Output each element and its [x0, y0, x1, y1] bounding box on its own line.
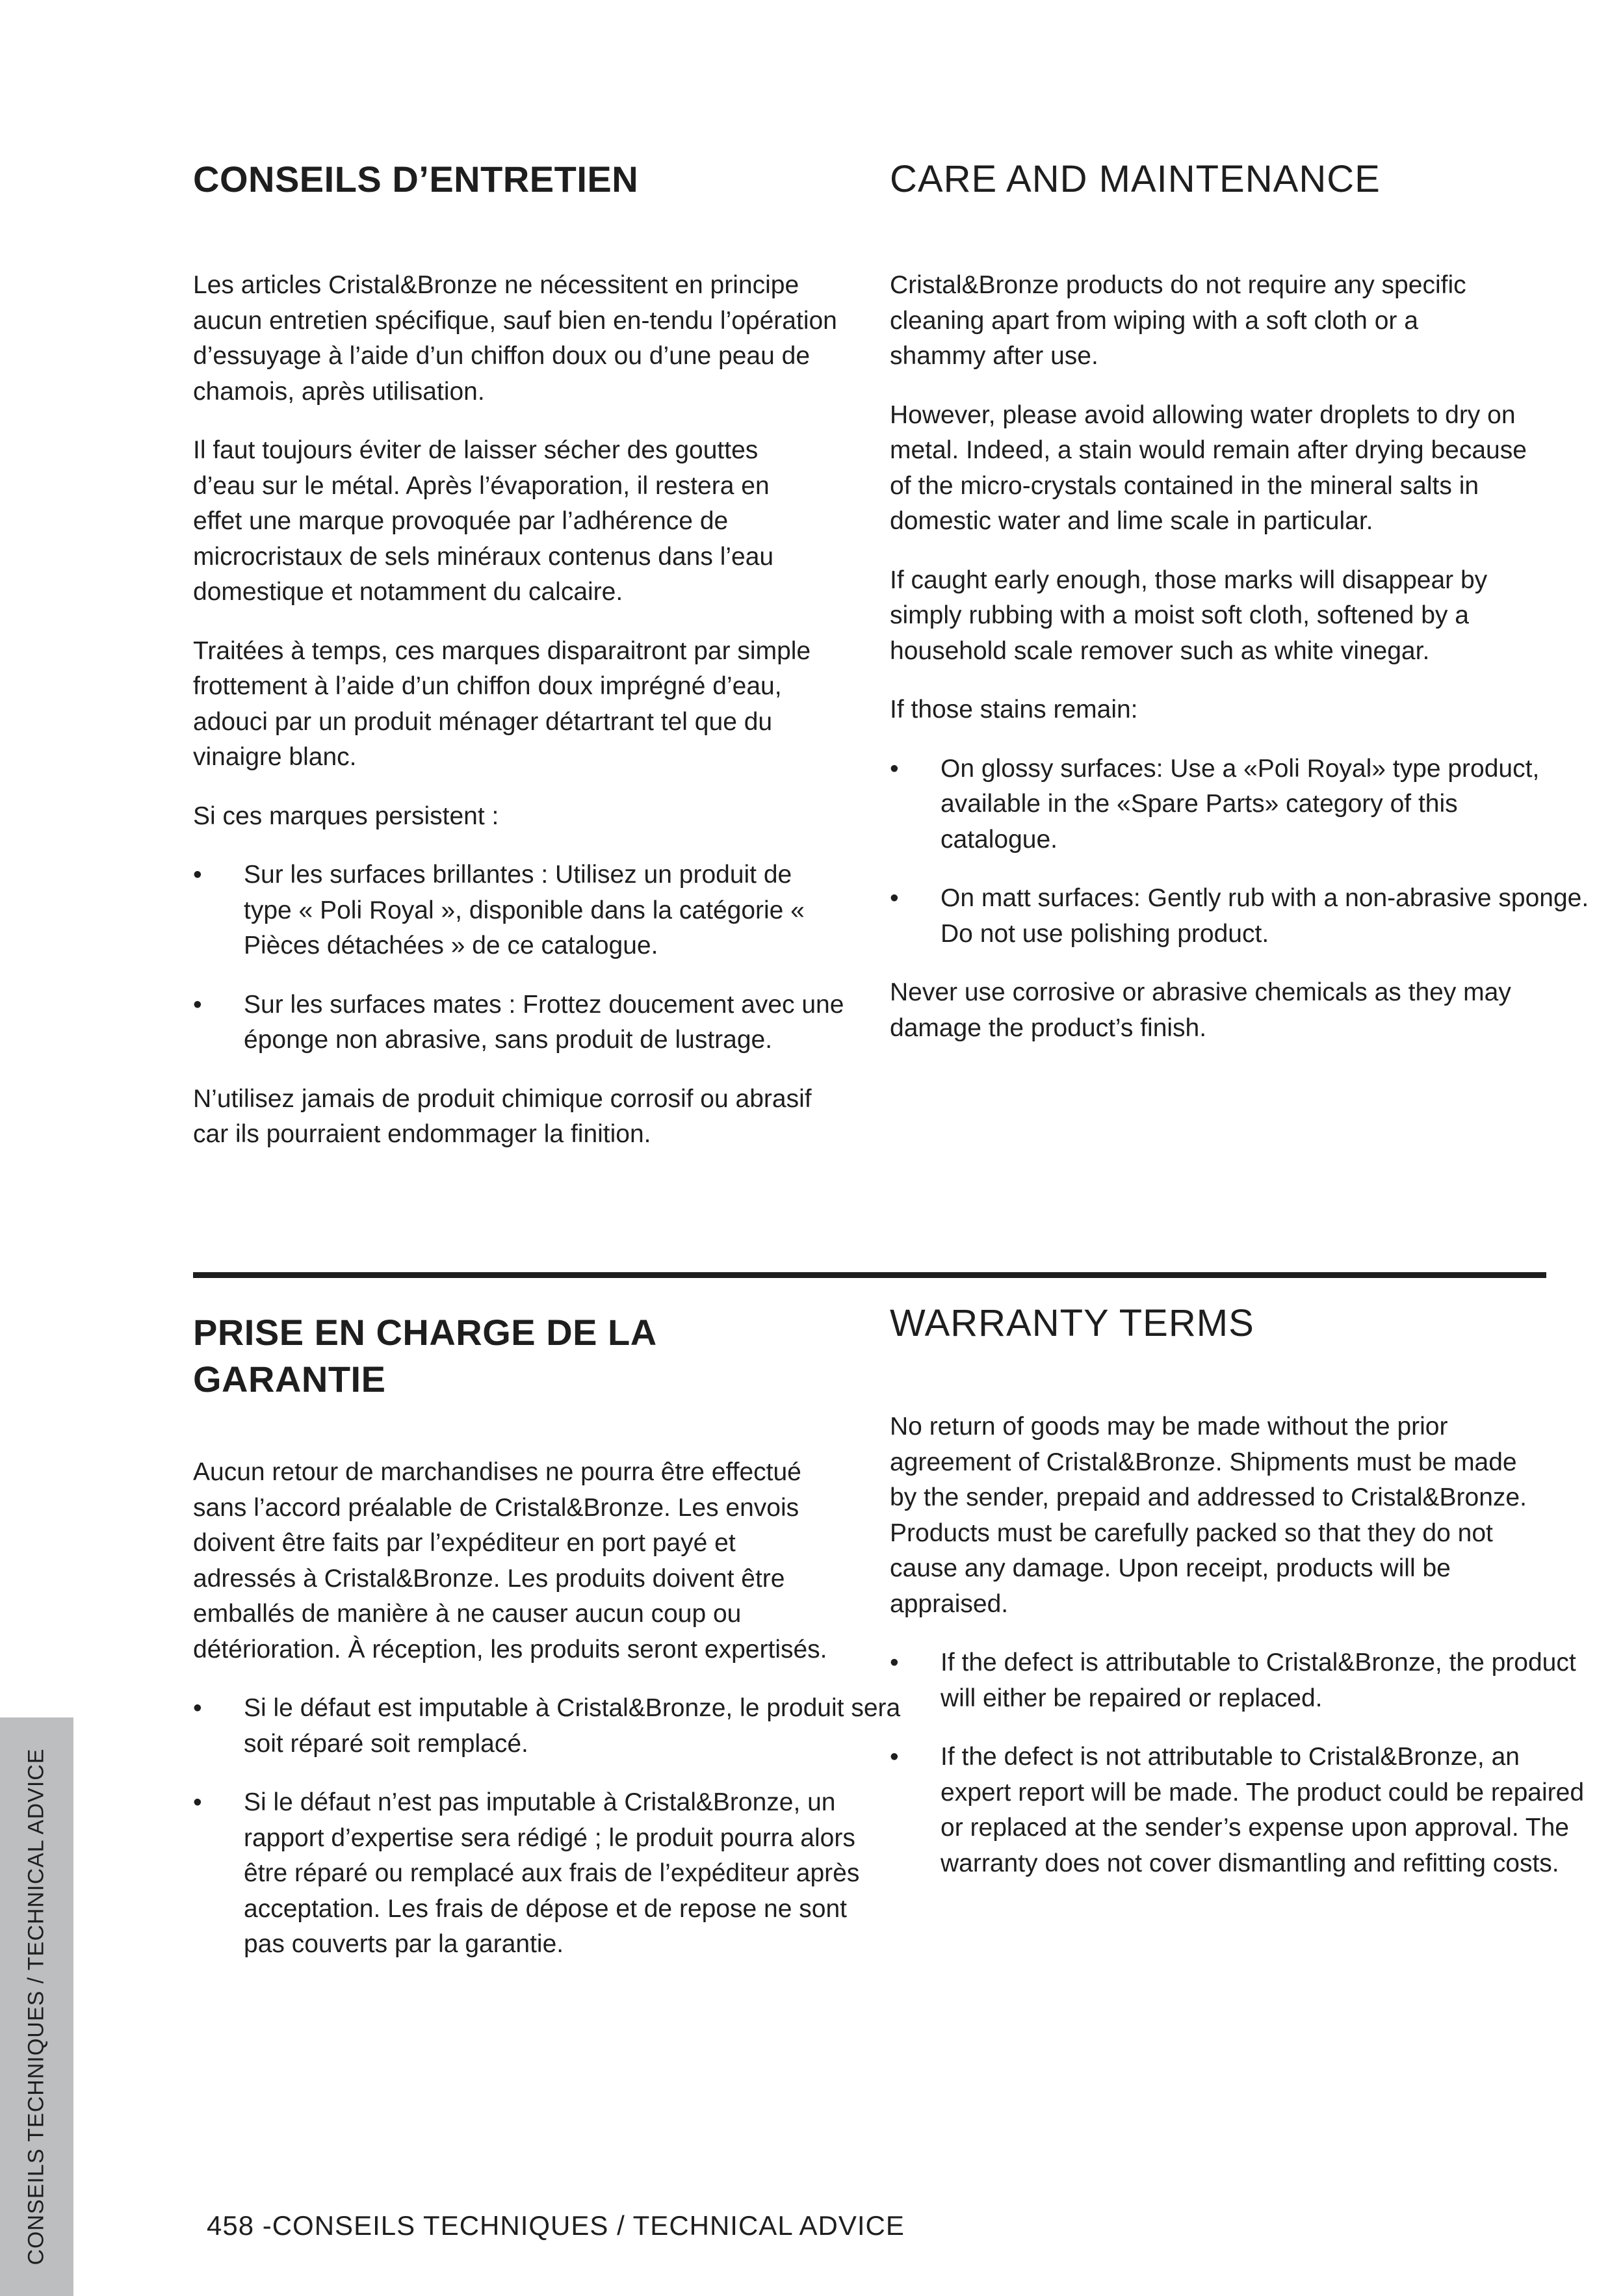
bullet-icon: •	[890, 884, 899, 912]
warranty-title-fr	[193, 1309, 856, 1403]
care-paragraph-en: If those stains remain:	[890, 696, 1138, 724]
care-bullet-list-fr	[193, 857, 856, 1058]
list-item	[193, 857, 832, 964]
bullet-icon: •	[890, 1649, 899, 1676]
list-item-text: Sur les surfaces mates : Frottez doucement avec une éponge non abrasive, sans produit de lustrage.	[244, 990, 844, 1054]
list-item	[193, 1691, 920, 1762]
chapter-side-tab-label: CONSEILS TECHNIQUES / TECHNICAL ADVICE	[23, 1748, 49, 2265]
care-closing-fr: N’utilisez jamais de produit chimique corrosif ou abrasif car ils pourraient endommager la finition.	[193, 1084, 812, 1148]
list-item	[890, 1740, 1591, 1881]
care-section-en	[890, 156, 1589, 1069]
list-item	[193, 987, 855, 1058]
warranty-bullet-list-fr	[193, 1691, 901, 1963]
care-paragraph-fr: Si ces marques persistent :	[193, 802, 499, 830]
care-paragraph-fr: Il faut toujours éviter de laisser sécher des gouttes d’eau sur le métal. Après l’évaporation, il restera en effet une marque provoquée par l’adhérence de microcristaux de sels minéraux contenus dans l’eau domestique et notamment du calcaire.	[193, 436, 774, 606]
bullet-icon: •	[193, 1788, 202, 1816]
list-item-text: On glossy surfaces: Use a «Poli Royal» type product, available in the «Spare Parts» category of this catalogue.	[941, 754, 1540, 854]
warranty-section-en	[890, 1300, 1585, 1905]
bullet-icon: •	[193, 1694, 202, 1722]
care-section-fr	[193, 156, 856, 1176]
page-footer: 458 -CONSEILS TECHNIQUES / TECHNICAL ADVICE	[207, 2210, 905, 2241]
list-item-text: Si le défaut n’est pas imputable à Cristal&Bronze, un rapport d’expertise sera rédigé ; le produit pourra alors être réparé ou remplacé aux frais de l’expéditeur après acceptation. Les frais de dépose et de repose ne sont pas couverts par la garantie.	[244, 1788, 860, 1958]
list-item	[193, 1785, 877, 1963]
care-closing-en: Never use corrosive or abrasive chemicals as they may damage the product’s finish.	[890, 978, 1511, 1042]
warranty-title-fr-line2: GARANTIE	[193, 1359, 386, 1400]
warranty-title-en: WARRANTY TERMS	[890, 1302, 1254, 1344]
chapter-side-tab	[0, 1717, 73, 2296]
care-paragraph-en: However, please avoid allowing water droplets to dry on metal. Indeed, a stain would remain after drying because of the micro-crystals contained in the mineral salts in domestic water and lime scale in particular.	[890, 400, 1527, 535]
care-paragraph-en: Cristal&Bronze products do not require any specific cleaning apart from wiping with a soft cloth or a shammy after use.	[890, 271, 1466, 370]
warranty-title-fr-line1: PRISE EN CHARGE DE LA	[193, 1312, 657, 1353]
bullet-icon: •	[890, 1743, 899, 1771]
list-item-text: If the defect is not attributable to Cristal&Bronze, an expert report will be made. The product could be repaired or replaced at the sender’s expense upon approval. The warranty does not cover dismantling and refitting costs.	[941, 1743, 1585, 1877]
list-item-text: Sur les surfaces brillantes : Utilisez un produit de type « Poli Royal », disponible dans la catégorie « Pièces détachées » de ce catalogue.	[244, 861, 805, 959]
list-item-text: On matt surfaces: Gently rub with a non-abrasive sponge. Do not use polishing product.	[941, 884, 1589, 948]
warranty-body-fr	[193, 1455, 901, 1963]
warranty-paragraph-fr: Aucun retour de marchandises ne pourra être effectué sans l’accord préalable de Cristal&Bronze. Les envois doivent être faits par l’expéditeur en port payé et adressés à Cristal&Bronze. Les produits doivent être emballés de manière à ne causer aucun coup ou détérioration. À réception, les produits seront expertisés.	[193, 1458, 827, 1663]
care-title-en: CARE AND MAINTENANCE	[890, 158, 1381, 200]
list-item	[890, 751, 1548, 858]
list-item-text: Si le défaut est imputable à Cristal&Bronze, le produit sera soit réparé soit remplacé.	[244, 1694, 901, 1758]
section-divider	[193, 1272, 1546, 1278]
care-bullet-list-en	[890, 751, 1589, 952]
list-item	[890, 881, 1597, 952]
care-body-fr	[193, 268, 856, 1153]
list-item-text: If the defect is attributable to Cristal&Bronze, the product will either be repaired or replaced.	[941, 1649, 1576, 1712]
care-paragraph-fr: Les articles Cristal&Bronze ne nécessitent en principe aucun entretien spécifique, sauf bien en-tendu l’opération d’essuyage à l’aide d’un chiffon doux ou d’une peau de chamois, après utilisation.	[193, 271, 837, 406]
bullet-icon: •	[193, 861, 202, 889]
care-paragraph-fr: Traitées à temps, ces marques disparaitront par simple frottement à l’aide d’un chiffon doux imprégné d’eau, adouci par un produit ménager détartrant tel que du vinaigre blanc.	[193, 636, 811, 771]
care-paragraph-en: If caught early enough, those marks will disappear by simply rubbing with a moist soft cloth, softened by a household scale remover such as white vinegar.	[890, 566, 1488, 665]
warranty-section-fr	[193, 1309, 901, 1986]
care-body-en	[890, 268, 1589, 1046]
bullet-icon: •	[193, 990, 202, 1019]
warranty-bullet-list-en	[890, 1645, 1585, 1881]
list-item	[890, 1645, 1594, 1716]
bullet-icon: •	[890, 754, 899, 783]
warranty-body-en	[890, 1409, 1585, 1881]
warranty-paragraph-en: No return of goods may be made without the prior agreement of Cristal&Bronze. Shipments must be made by the sender, prepaid and addressed to Cristal&Bronze. Products must be carefully packed so that they do not cause any damage. Upon receipt, products will be appraised.	[890, 1413, 1527, 1618]
care-title-fr: CONSEILS D’ENTRETIEN	[193, 159, 639, 200]
